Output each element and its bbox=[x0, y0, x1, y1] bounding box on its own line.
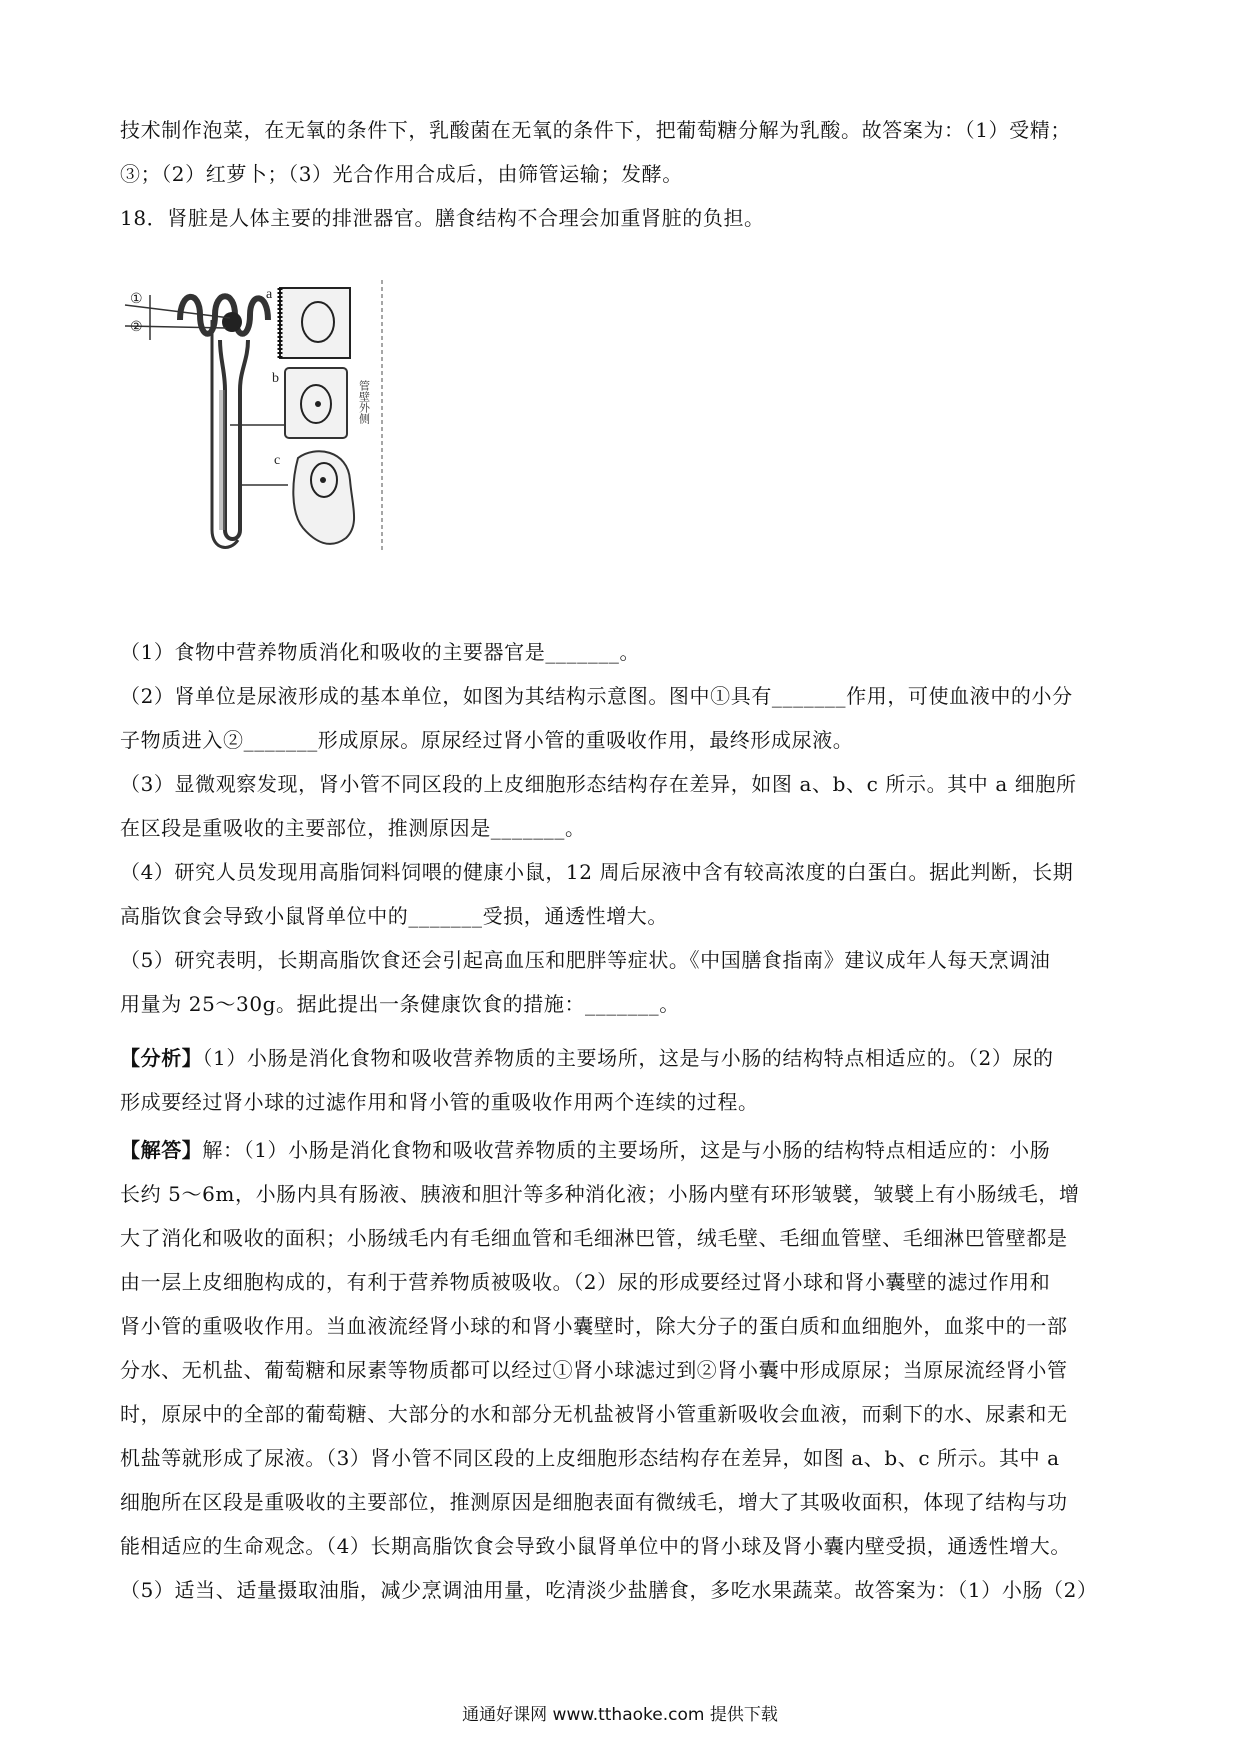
question-line: 用量为 25～30g。据此提出一条健康饮食的措施：_______。 bbox=[120, 992, 680, 1016]
question-line: 子物质进入②_______形成原尿。原尿经过肾小管的重吸收作用，最终形成尿液。 bbox=[120, 728, 854, 752]
figure-label-c: c bbox=[274, 453, 281, 468]
answer-line: 由一层上皮细胞构成的，有利于营养物质被吸收。（2）尿的形成要经过肾小球和肾小囊壁的滤过作用和 bbox=[120, 1270, 1051, 1294]
question-line: （5）研究表明，长期高脂饮食还会引起高血压和肥胖等症状。《中国膳食指南》建议成年人每天烹调油 bbox=[120, 948, 1051, 972]
analysis-text: （1）小肠是消化食物和吸收营养物质的主要场所，这是与小肠的结构特点相适应的。（2）尿的 bbox=[202, 1046, 1054, 1070]
analysis-line bbox=[120, 1036, 1120, 1080]
answer-line: 机盐等就形成了尿液。（3）肾小管不同区段的上皮细胞形态结构存在差异，如图 a、b、c 所示。其中 a bbox=[120, 1446, 1060, 1470]
figure-vertical-label: 管壁外侧 bbox=[357, 380, 371, 424]
figure-label-2: ② bbox=[130, 320, 143, 335]
figure-label-1: ① bbox=[130, 292, 143, 307]
answer-line: 时，原尿中的全部的葡萄糖、大部分的水和部分无机盐被肾小管重新吸收会血液，而剩下的水、尿素和无 bbox=[120, 1402, 1068, 1426]
answer-line: 肾小管的重吸收作用。当血液流经肾小球的和肾小囊壁时，除大分子的蛋白质和血细胞外，血浆中的一部 bbox=[120, 1314, 1068, 1338]
glomerulus-shape bbox=[222, 312, 242, 332]
question-line: 在区段是重吸收的主要部位，推测原因是_______。 bbox=[120, 816, 586, 840]
answer-line: （5）适当、适量摄取油脂，减少烹调油用量，吃清淡少盐膳食，多吃水果蔬菜。故答案为：（1）小肠（2） bbox=[120, 1578, 1098, 1602]
answer-line: 细胞所在区段是重吸收的主要部位，推测原因是细胞表面有微绒毛，增大了其吸收面积，体现了结构与功 bbox=[120, 1490, 1068, 1514]
figure-label-b: b bbox=[272, 371, 279, 386]
answer-block bbox=[120, 1128, 1120, 1612]
questions-block bbox=[120, 630, 1120, 1026]
top-text-block bbox=[120, 108, 1120, 240]
question-line: （1）食物中营养物质消化和吸收的主要器官是_______。 bbox=[120, 640, 641, 664]
answer-line: 大了消化和吸收的面积；小肠绒毛内有毛细血管和毛细淋巴管，绒毛壁、毛细血管壁、毛细淋巴管壁都是 bbox=[120, 1226, 1068, 1250]
question-18-title: 18．肾脏是人体主要的排泄器官。膳食结构不合理会加重肾脏的负担。 bbox=[120, 206, 765, 230]
figure-label-a: a bbox=[266, 287, 273, 302]
answer-line: 分水、无机盐、葡萄糖和尿素等物质都可以经过①肾小球滤过到②肾小囊中形成原尿；当原尿流经肾小管 bbox=[120, 1358, 1068, 1382]
analysis-tag: 【分析】 bbox=[120, 1046, 203, 1070]
answer-tag: 【解答】 bbox=[120, 1138, 203, 1162]
nephron-figure bbox=[120, 280, 420, 600]
question-line: 高脂饮食会导致小鼠肾单位中的_______受损，通透性增大。 bbox=[120, 904, 668, 928]
question-line: （3）显微观察发现，肾小管不同区段的上皮细胞形态结构存在差异，如图 a、b、c 所示。其中 a 细胞所 bbox=[120, 772, 1077, 796]
answer-line bbox=[120, 1128, 1120, 1172]
analysis-line: 形成要经过肾小球的过滤作用和肾小管的重吸收作用两个连续的过程。 bbox=[120, 1090, 759, 1114]
analysis-block bbox=[120, 1036, 1120, 1124]
question-line: （2）肾单位是尿液形成的基本单位，如图为其结构示意图。图中①具有_______作用，可使血液中的小分 bbox=[120, 684, 1073, 708]
cell-a-shape bbox=[280, 288, 350, 358]
nephron-diagram bbox=[120, 280, 420, 600]
answer-line: 能相适应的生命观念。（4）长期高脂饮食会导致小鼠肾单位中的肾小球及肾小囊内壁受损，通透性增大。 bbox=[120, 1534, 1071, 1558]
answer-line: 长约 5～6m，小肠内具有肠液、胰液和胆汁等多种消化液；小肠内壁有环形皱襞，皱襞上有小肠绒毛，增 bbox=[120, 1182, 1080, 1206]
question-line: （4）研究人员发现用高脂饲料饲喂的健康小鼠，12 周后尿液中含有较高浓度的白蛋白。据此判断，长期 bbox=[120, 860, 1074, 884]
text-line: 技术制作泡菜，在无氧的条件下，乳酸菌在无氧的条件下，把葡萄糖分解为乳酸。故答案为：（1）受精； bbox=[120, 118, 1071, 142]
text-line: ③；（2）红萝卜；（3）光合作用合成后，由筛管运输；发酵。 bbox=[120, 162, 683, 186]
page-footer: 通通好课网 www.tthaoke.com 提供下载 bbox=[462, 1705, 778, 1725]
answer-text: 解：（1）小肠是消化食物和吸收营养物质的主要场所，这是与小肠的结构特点相适应的：小肠 bbox=[202, 1138, 1051, 1162]
